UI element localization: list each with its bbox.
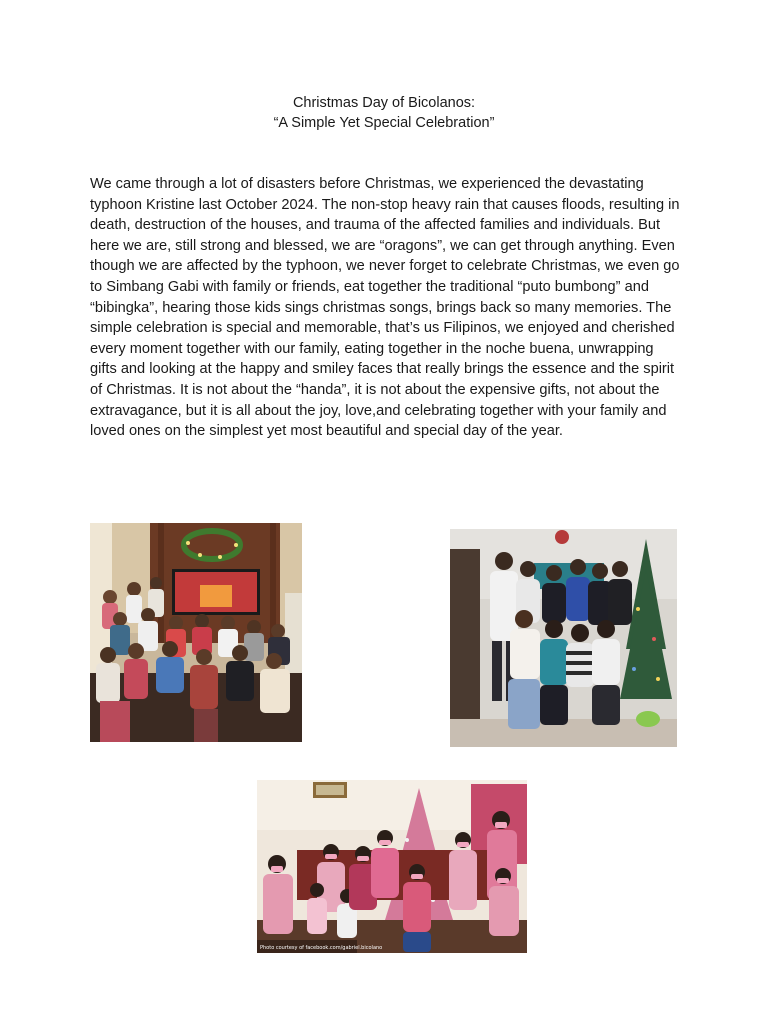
- title-line-2: “A Simple Yet Special Celebration”: [273, 115, 495, 131]
- family-photo-pink-masks: [257, 780, 527, 953]
- photo-caption: Photo courtesy of facebook.com/gabriel.bicolano: [260, 945, 383, 951]
- family-photo-christmas-tree: [450, 529, 677, 747]
- title-line-1: Christmas Day of Bicolanos:: [292, 95, 476, 111]
- family-photo-living-room: [90, 523, 302, 742]
- body-paragraph: We came through a lot of disasters before Christmas, we experienced the devastating typhoon Kristine last October 2024. The non-stop heavy rain that causes floods, resulting in death, destruction of the houses, and trauma of the affected families and individuals. But here we are, still strong and blessed, we are “oragons”, we can get through anything. Even though we are affected by the typhoon, we never forget to celebrate Christmas, we even go to Simbang Gabi with family or friends, eat together the traditional “puto bumbong” and “bibingka”, hearing those kids sings christmas songs, brings back so many memories. The simple celebration is special and memorable, that’s us Filipinos, we enjoyed and cherished every moment together with our family, eating together in the noche buena, unwrapping gifts and looking at the happy and smiley faces that really brings the essence and the spirit of Christmas. It is not about the “handa”, it is not about the expensive gifts, not about the extravagance, but it is all about the joy, love,and celebrating together with your family and loved ones on the simplest yet most beautiful and special day of the year.: [90, 176, 680, 440]
- document-title: [0, 93, 768, 133]
- photo-pink-masks-image: [257, 780, 527, 953]
- photo-christmas-tree-image: [450, 529, 677, 747]
- photo-living-room-image: [90, 523, 302, 742]
